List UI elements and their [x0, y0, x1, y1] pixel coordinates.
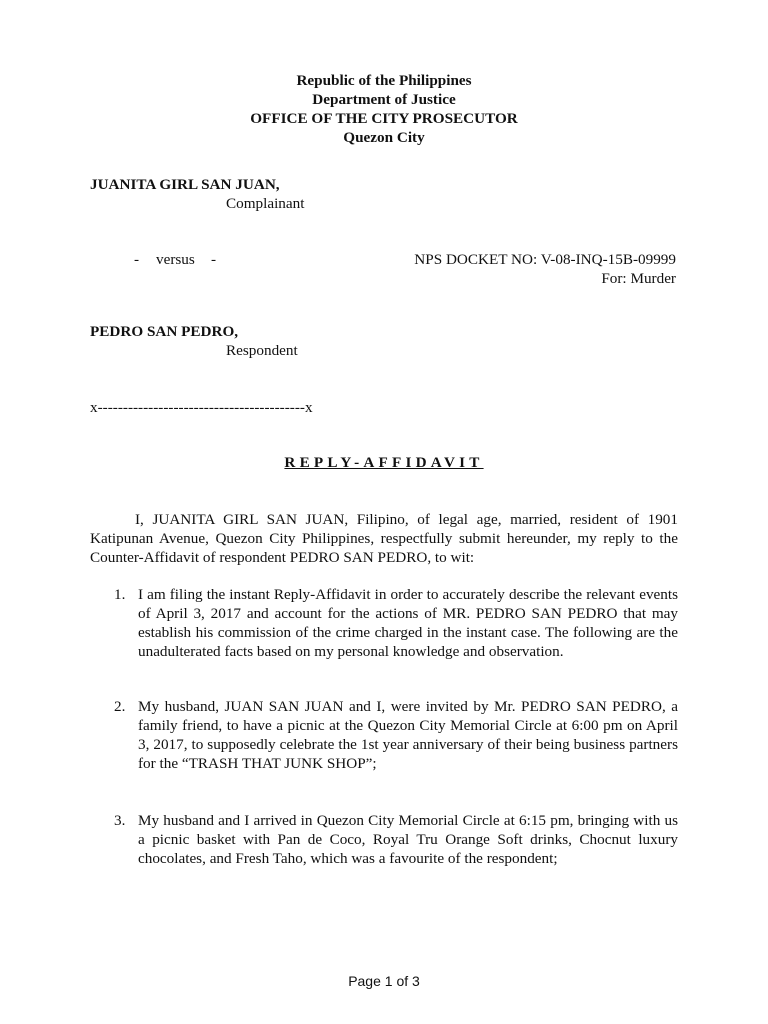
- versus-dash-left: -: [134, 251, 140, 268]
- header-city: Quezon City: [343, 129, 425, 146]
- respondent-name: PEDRO SAN PEDRO,: [90, 323, 239, 340]
- list-item-text: My husband and I arrived in Quezon City Memorial Circle at 6:15 pm, bringing with us a picnic basket with Pan de Coco, Royal Tru Orange Soft drinks, Chocnut luxury chocolates, and Fresh Taho, which was a favourite of the respondent;: [138, 812, 678, 867]
- docket-number: NPS DOCKET NO: V-08-INQ-15B-09999: [414, 251, 676, 268]
- docket-offense: For: Murder: [601, 270, 676, 287]
- list-item: [114, 585, 678, 661]
- list-item-number: 1.: [114, 586, 126, 603]
- intro-paragraph: I, JUANITA GIRL SAN JUAN, Filipino, of legal age, married, resident of 1901 Katipunan Avenue, Quezon City Philippines, respectfully submit hereunder, my reply to the Counter-Affidavit of respondent PEDRO SAN PEDRO, to wit:: [90, 511, 678, 566]
- complainant-name: JUANITA GIRL SAN JUAN,: [90, 176, 280, 193]
- page-number: Page 1 of 3: [348, 973, 420, 989]
- complainant-role: Complainant: [226, 195, 305, 212]
- list-item-number: 3.: [114, 812, 126, 829]
- header-republic: Republic of the Philippines: [296, 72, 472, 89]
- list-item-number: 2.: [114, 698, 126, 715]
- document-header: [0, 71, 768, 147]
- list-item: [114, 811, 678, 868]
- versus-word: versus: [156, 251, 195, 268]
- respondent-role: Respondent: [226, 342, 298, 359]
- header-department: Department of Justice: [312, 91, 456, 108]
- list-item-text: My husband, JUAN SAN JUAN and I, were invited by Mr. PEDRO SAN PEDRO, a family friend, to have a picnic at the Quezon City Memorial Circle at 6:00 pm on April 3, 2017, to supposedly celebrate the 1st year anniversary of their being business partners for the “TRASH THAT JUNK SHOP”;: [138, 698, 678, 772]
- list-item-text: I am filing the instant Reply-Affidavit in order to accurately describe the relevant events of April 3, 2017 and account for the actions of MR. PEDRO SAN PEDRO that may establish his commission of the crime charged in the instant case. The following are the unadulterated facts based on my personal knowledge and observation.: [138, 586, 678, 660]
- caption-separator: x-----------------------------------------x: [90, 399, 313, 416]
- versus-dash-right: -: [211, 251, 217, 268]
- list-item: [114, 697, 678, 773]
- document-title: REPLY-AFFIDAVIT: [284, 454, 484, 471]
- header-office: OFFICE OF THE CITY PROSECUTOR: [250, 110, 518, 127]
